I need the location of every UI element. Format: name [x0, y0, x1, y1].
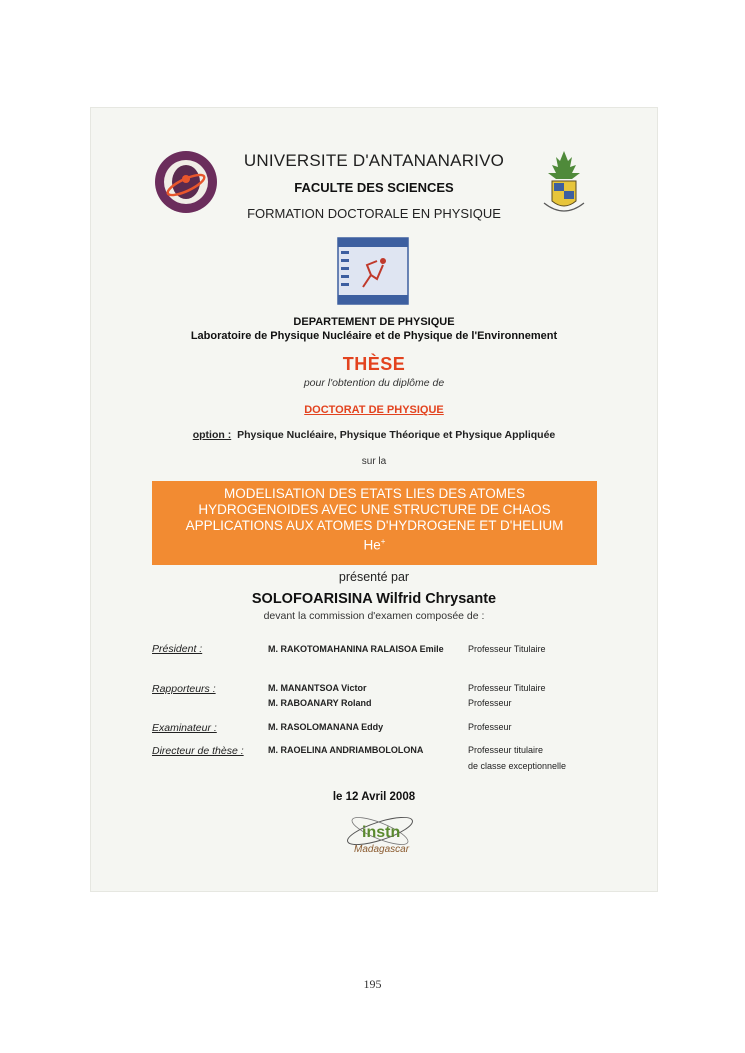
commission-text: devant la commission d'examen composée de : — [263, 610, 485, 622]
scanned-cover-page — [90, 107, 658, 892]
thesis-title-line-1: MODELISATION DES ETATS LIES DES ATOMES — [223, 486, 526, 501]
formation-name: FORMATION DOCTORALE EN PHYSIQUE — [247, 206, 501, 221]
thesis-title-line-4 — [152, 534, 597, 554]
rapporteur-2-title: Professeur — [468, 698, 512, 708]
rapporteur-1-name: M. MANANTSOA Victor — [268, 683, 367, 693]
rapporteurs-role: Rapporteurs : — [152, 683, 216, 695]
president-name: M. RAKOTOMAHANINA RALAISOA Emile — [268, 644, 444, 654]
examinateur-name: M. RASOLOMANANA Eddy — [268, 722, 384, 732]
directeur-title-1: Professeur titulaire — [468, 745, 544, 755]
faculty-name: FACULTE DES SCIENCES — [294, 180, 454, 195]
examinateur-title: Professeur — [468, 722, 512, 732]
president-title: Professeur Titulaire — [468, 644, 546, 654]
examinateur-role: Examinateur : — [152, 722, 217, 734]
page-number: 195 — [363, 977, 382, 991]
presented-by: présenté par — [338, 570, 410, 584]
author-name: SOLOFOARISINA Wilfrid Chrysante — [251, 591, 497, 607]
instn-madagascar-logo-icon — [340, 807, 420, 861]
obtention-text: pour l'obtention du diplôme de — [303, 377, 445, 389]
thesis-title-band — [152, 481, 597, 565]
option-line — [90, 429, 658, 441]
defense-date: le 12 Avril 2008 — [332, 791, 416, 803]
sur-la-text: sur la — [361, 456, 387, 467]
directeur-name: M. RAOELINA ANDRIAMBOLOLONA — [268, 745, 424, 755]
directeur-title-2: de classe exceptionnelle — [468, 761, 567, 771]
president-role: Président : — [152, 643, 203, 655]
laboratory-name: Laboratoire de Physique Nucléaire et de Physique de l'Environnement — [190, 330, 558, 342]
directeur-role: Directeur de thèse : — [152, 745, 244, 757]
laboratoire-emblem-icon — [337, 237, 409, 305]
thesis-title-line-2: HYDROGENOIDES AVEC UNE STRUCTURE DE CHAOS — [198, 502, 551, 517]
rapporteur-2-name: M. RABOANARY Roland — [268, 698, 372, 708]
thesis-title-line-3: APPLICATIONS AUX ATOMES D'HYDROGENE ET D'HELIUM — [185, 518, 564, 533]
department-name: DEPARTEMENT DE PHYSIQUE — [293, 316, 455, 328]
thesis-heading: THÈSE — [342, 354, 406, 374]
rapporteur-1-title: Professeur Titulaire — [468, 683, 546, 693]
madagascar-logo-text: Madagascar — [354, 844, 410, 855]
degree-name: DOCTORAT DE PHYSIQUE — [304, 404, 444, 416]
instn-logo-text: instn — [362, 824, 401, 841]
option-value: Physique Nucléaire, Physique Théorique et Physique Appliquée — [237, 429, 556, 441]
thesis-title-helium: He — [363, 537, 381, 553]
thesis-title-ion-charge: + — [380, 537, 386, 546]
university-name: UNIVERSITE D'ANTANANARIVO — [243, 151, 505, 170]
option-label: option : — [192, 429, 232, 441]
